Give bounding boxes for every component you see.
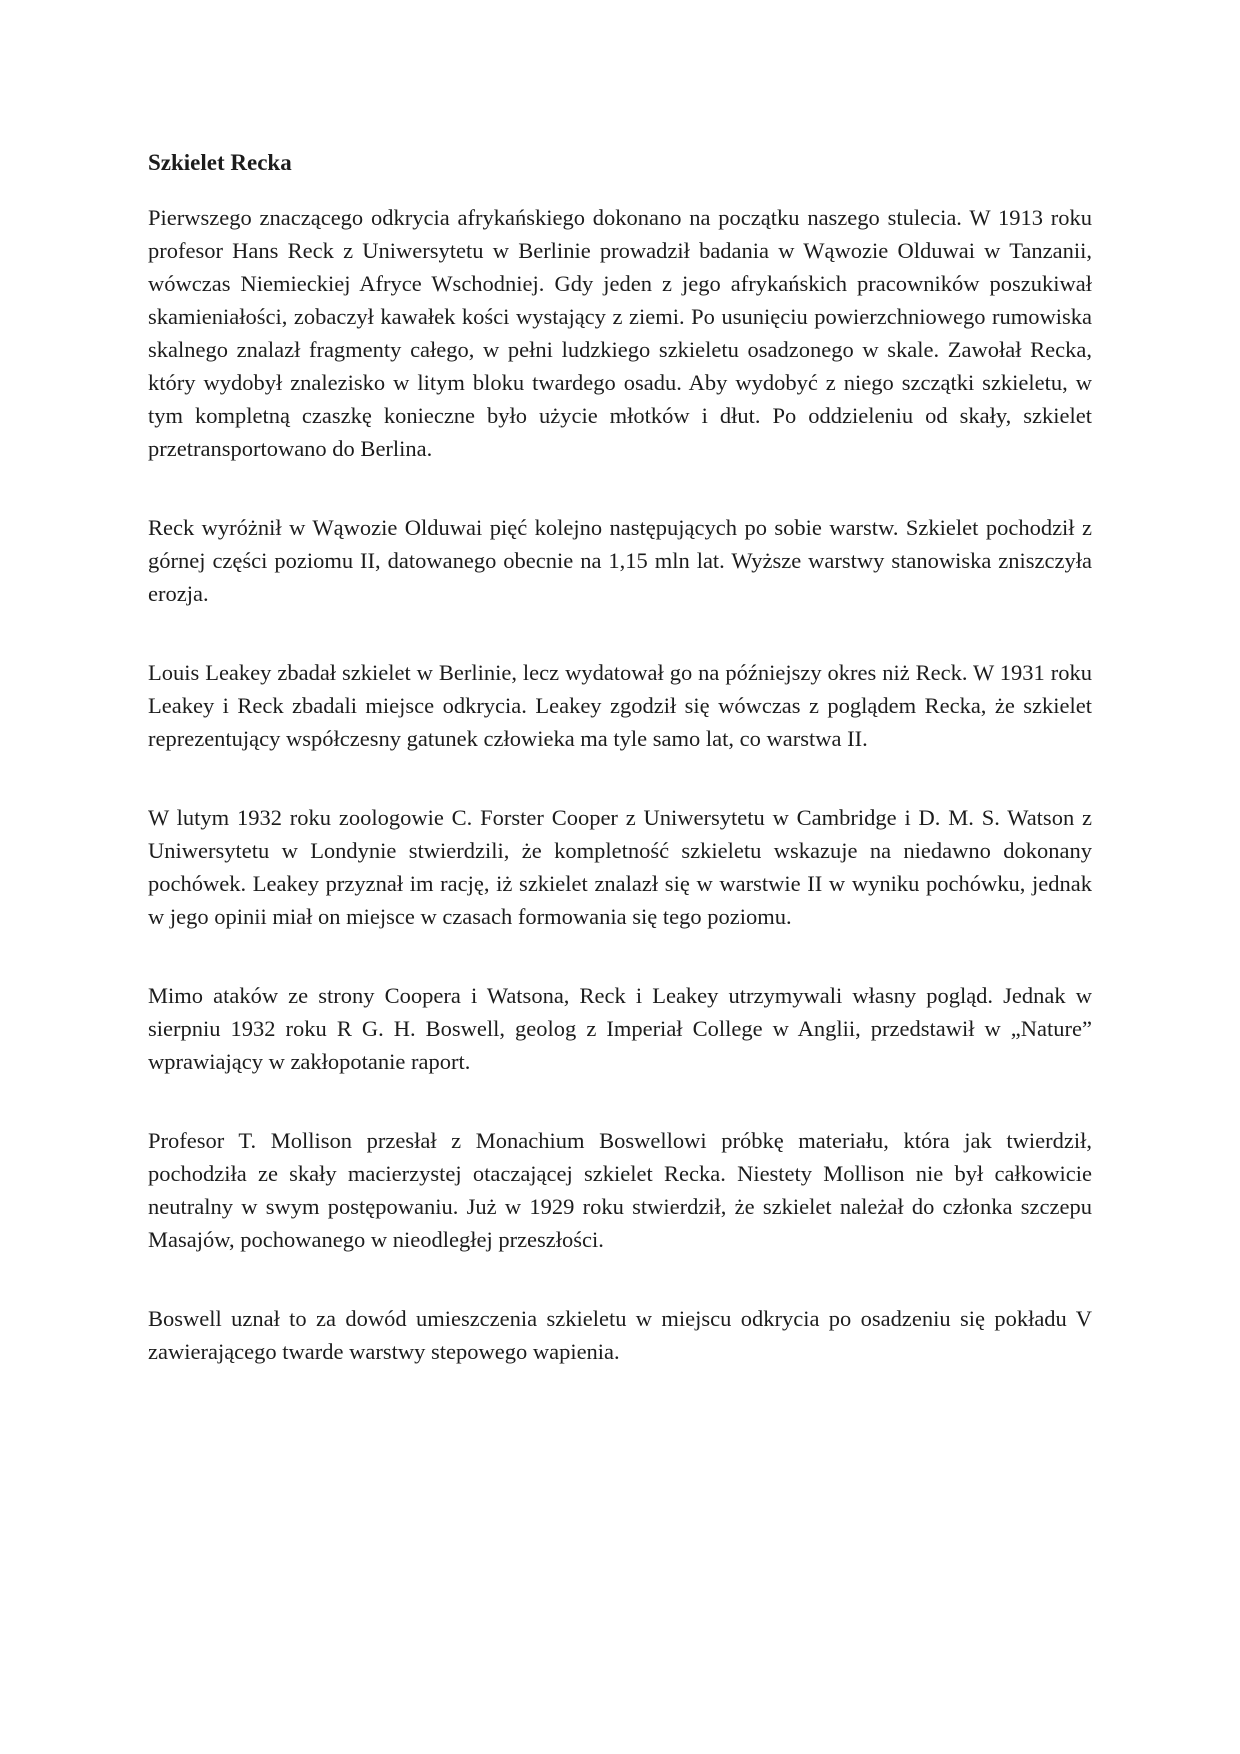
paragraph-1: Pierwszego znaczącego odkrycia afrykańskiego dokonano na początku naszego stulecia. W 1913 roku profesor Hans Reck z Uniwersytetu w Berlinie prowadził badania w Wąwozie Olduwai w Tanzanii, wówczas Niemieckiej Afryce Wschodniej. Gdy jeden z jego afrykańskich pracowników poszukiwał skamieniałości, zobaczył kawałek kości wystający z ziemi. Po usunięciu powierzchniowego rumowiska skalnego znalazł fragmenty całego, w pełni ludzkiego szkieletu osadzonego w skale. Zawołał Recka, który wydobył znalezisko w litym bloku twardego osadu. Aby wydobyć z niego szczątki szkieletu, w tym kompletną czaszkę konieczne było użycie młotków i dłut. Po oddzieleniu od skały, szkielet przetransportowano do Berlina. [148, 205, 1092, 461]
document-title: Szkielet Recka [148, 150, 292, 175]
paragraph-3: Louis Leakey zbadał szkielet w Berlinie, lecz wydatował go na późniejszy okres niż Reck. W 1931 roku Leakey i Reck zbadali miejsce odkrycia. Leakey zgodził się wówczas z poglądem Recka, że szkielet reprezentujący współczesny gatunek człowieka ma tyle samo lat, co warstwa II. [148, 660, 1092, 751]
paragraph-2: Reck wyróżnił w Wąwozie Olduwai pięć kolejno następujących po sobie warstw. Szkielet pochodził z górnej części poziomu II, datowanego obecnie na 1,15 mln lat. Wyższe warstwy stanowiska zniszczyła erozja. [148, 515, 1092, 606]
paragraph-5: Mimo ataków ze strony Coopera i Watsona, Reck i Leakey utrzymywali własny pogląd. Jednak w sierpniu 1932 roku R G. H. Boswell, geolog z Imperiał College w Anglii, przedstawił w „Nature” wprawiający w zakłopotanie raport. [148, 983, 1092, 1074]
paragraph-7: Boswell uznał to za dowód umieszczenia szkieletu w miejscu odkrycia po osadzeniu się pokładu V zawierającego twarde warstwy stepowego wapienia. [148, 1306, 1092, 1364]
document-body [148, 146, 1092, 1414]
paragraph-4: W lutym 1932 roku zoologowie C. Forster Cooper z Uniwersytetu w Cambridge i D. M. S. Watson z Uniwersytetu w Londynie stwierdzili, że kompletność szkieletu wskazuje na niedawno dokonany pochówek. Leakey przyznał im rację, iż szkielet znalazł się w warstwie II w wyniku pochówku, jednak w jego opinii miał on miejsce w czasach formowania się tego poziomu. [148, 805, 1092, 929]
paragraph-6: Profesor T. Mollison przesłał z Monachium Boswellowi próbkę materiału, która jak twierdził, pochodziła ze skały macierzystej otaczającej szkielet Recka. Niestety Mollison nie był całkowicie neutralny w swym postępowaniu. Już w 1929 roku stwierdził, że szkielet należał do członka szczepu Masajów, pochowanego w nieodległej przeszłości. [148, 1128, 1092, 1252]
